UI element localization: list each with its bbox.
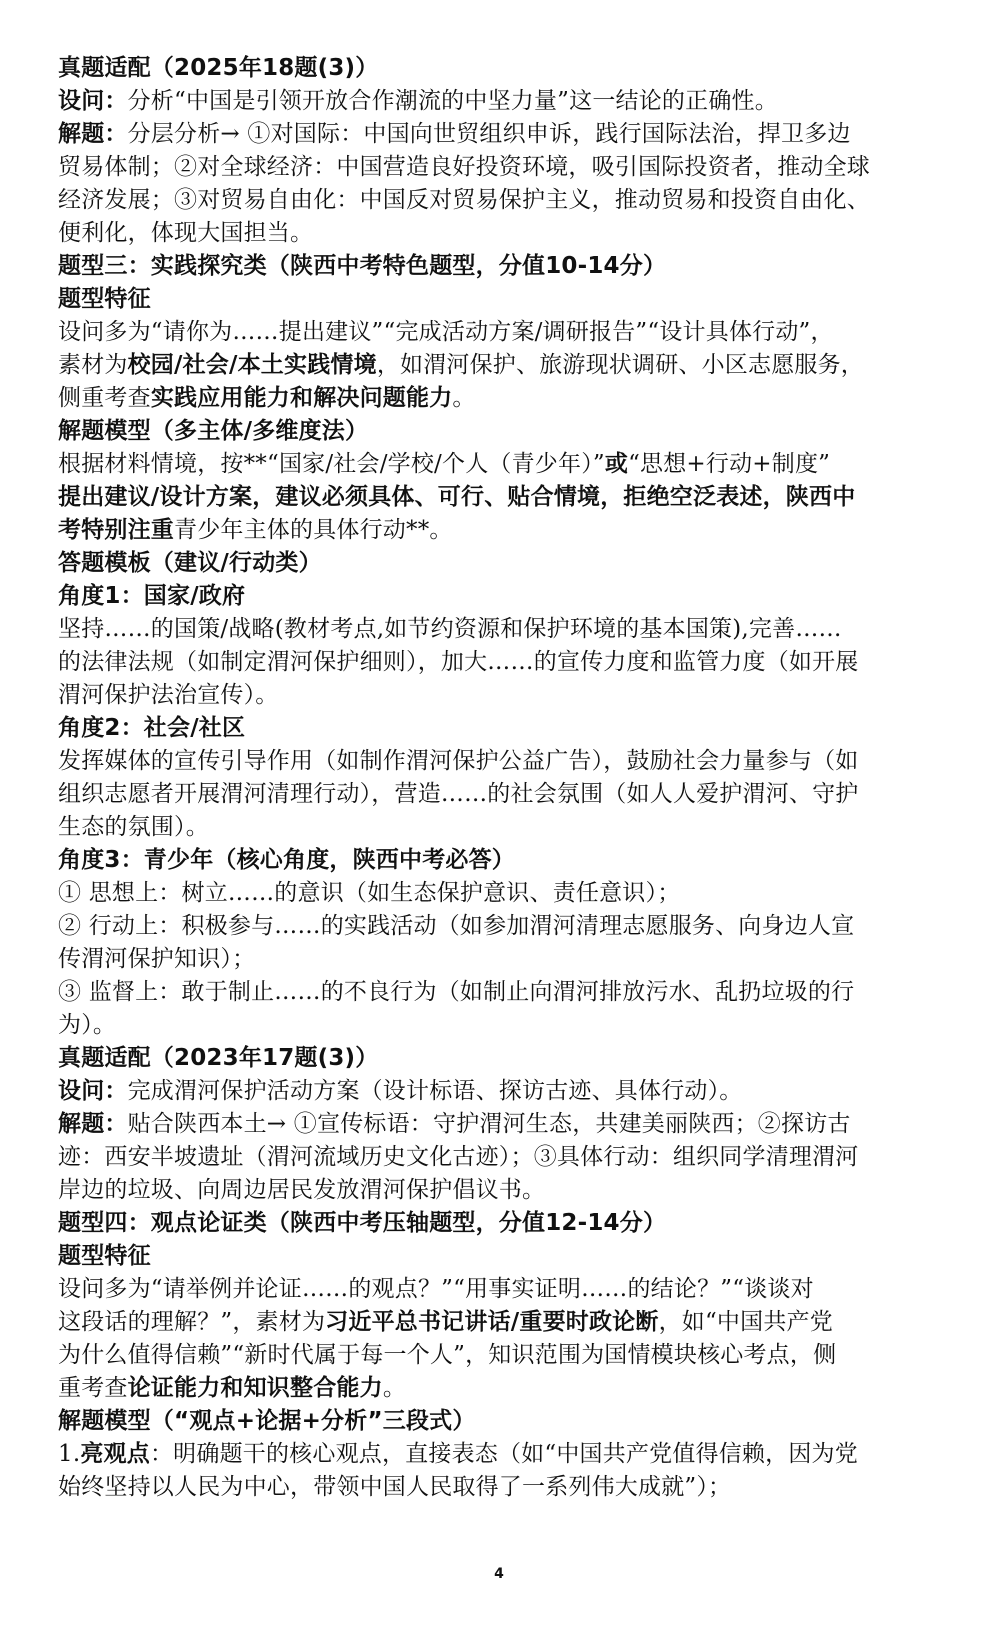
body-text: 设问多为“请举例并论证……的观点？”“用事实证明……的结论？”“谈谈对 [58, 1276, 814, 1302]
text-line [58, 613, 940, 646]
bold-text: 解题模型（“观点+论据+分析”三段式） [58, 1408, 476, 1434]
body-text: 为）。 [58, 1012, 117, 1038]
text-line [58, 151, 940, 184]
body-text: 素材为 [58, 352, 128, 378]
text-line [58, 712, 940, 745]
text-line [58, 283, 940, 316]
text-line [58, 1141, 940, 1174]
text-line [58, 52, 940, 85]
body-text: 根据材料情境，按**“国家/社会/学校/个人（青少年）” [58, 451, 605, 477]
bold-text: 解题模型（多主体/多维度法） [58, 418, 369, 444]
bold-text: 解题： [58, 121, 128, 147]
bold-text: 论证能力和知识整合能力 [127, 1375, 383, 1401]
bold-text: 角度3：青少年（核心角度，陕西中考必答） [58, 847, 516, 873]
text-line [58, 580, 940, 613]
body-text: 侧重考查 [58, 385, 151, 411]
text-line [58, 415, 940, 448]
body-text: 始终坚持以人民为中心，带领中国人民取得了一系列伟大成就”）； [58, 1474, 732, 1500]
body-text: 青少年主体的具体行动**。 [174, 517, 453, 543]
text-line [58, 1075, 940, 1108]
body-text: 组织志愿者开展渭河清理行动），营造……的社会氛围（如人人爱护渭河、守护 [58, 781, 859, 807]
bold-text: 答题模板（建议/行动类） [58, 550, 322, 576]
bold-text: 题型特征 [58, 1243, 151, 1269]
text-line [58, 1108, 940, 1141]
bold-text: 角度1：国家/政府 [58, 583, 246, 609]
body-text: 渭河保护法治宣传）。 [58, 682, 279, 708]
body-text: 1. [58, 1441, 81, 1467]
text-line [58, 1438, 940, 1471]
body-text: 设问多为“请你为……提出建议”“完成活动方案/调研报告”“设计具体行动”， [58, 319, 834, 345]
text-line [58, 1339, 940, 1372]
body-text: “思想+行动+制度” [628, 451, 831, 477]
bold-text: 题型特征 [58, 286, 151, 312]
text-line [58, 349, 940, 382]
body-text: 。 [452, 385, 476, 411]
text-line [58, 679, 940, 712]
body-text: 这段话的理解？”，素材为 [58, 1309, 326, 1335]
bold-text: 真题适配（2025年18题(3)） [58, 55, 379, 81]
text-line [58, 217, 940, 250]
text-line [58, 1042, 940, 1075]
body-text: ③ 监督上：敢于制止……的不良行为（如制止向渭河排放污水、乱扔垃圾的行 [58, 979, 855, 1005]
body-text: 贴合陕西本土→ ①宣传标语：守护渭河生态，共建美丽陕西；②探访古 [127, 1111, 851, 1137]
bold-text: 亮观点 [80, 1441, 150, 1467]
text-line [58, 646, 940, 679]
bold-text: 角度2：社会/社区 [58, 715, 246, 741]
body-text: 的法律法规（如制定渭河保护细则），加大……的宣传力度和监管力度（如开展 [58, 649, 859, 675]
text-line [58, 1471, 940, 1504]
body-text: 传渭河保护知识）； [58, 946, 256, 972]
text-line [58, 1273, 940, 1306]
text-line [58, 844, 940, 877]
bold-text: 校园/社会/本土实践情境 [127, 352, 377, 378]
bold-text: 解题： [58, 1111, 128, 1137]
body-text: 坚持……的国策/战略(教材考点,如节约资源和保护环境的基本国策),完善…… [58, 616, 842, 642]
text-line [58, 1405, 940, 1438]
text-line [58, 448, 940, 481]
bold-text: 考特别注重 [58, 517, 174, 543]
bold-text: 设问： [58, 1078, 128, 1104]
body-text: 便利化，体现大国担当。 [58, 220, 314, 246]
document-body [58, 52, 940, 1504]
text-line [58, 85, 940, 118]
text-line [58, 184, 940, 217]
body-text: 生态的氛围）。 [58, 814, 209, 840]
body-text: 完成渭河保护活动方案（设计标语、探访古迹、具体行动）。 [127, 1078, 743, 1104]
body-text: 贸易体制；②对全球经济：中国营造良好投资环境，吸引国际投资者，推动全球 [58, 154, 870, 180]
bold-text: 提出建议/设计方案，建议必须具体、可行、贴合情境，拒绝空泛表述，陕西中 [58, 484, 856, 510]
body-text: 分析“中国是引领开放合作潮流的中坚力量”这一结论的正确性。 [127, 88, 778, 114]
text-line [58, 1174, 940, 1207]
page-number: 4 [494, 1566, 504, 1582]
body-text: ② 行动上：积极参与……的实践活动（如参加渭河清理志愿服务、向身边人宣 [58, 913, 855, 939]
text-line [58, 250, 940, 283]
body-text: 为什么值得信赖”“新时代属于每一个人”，知识范围为国情模块核心考点，侧 [58, 1342, 837, 1368]
text-line [58, 943, 940, 976]
text-line [58, 316, 940, 349]
bold-text: 真题适配（2023年17题(3)） [58, 1045, 379, 1071]
text-line [58, 910, 940, 943]
body-text: 发挥媒体的宣传引导作用（如制作渭河保护公益广告），鼓励社会力量参与（如 [58, 748, 859, 774]
text-line [58, 382, 940, 415]
text-line [58, 481, 940, 514]
bold-text: 习近平总书记讲话/重要时政论断 [325, 1309, 659, 1335]
body-text: ：明确题干的核心观点，直接表态（如“中国共产党值得信赖，因为党 [149, 1441, 858, 1467]
text-line [58, 745, 940, 778]
text-line [58, 1240, 940, 1273]
body-text: ，如渭河保护、旅游现状调研、小区志愿服务， [376, 352, 865, 378]
text-line [58, 976, 940, 1009]
text-line [58, 547, 940, 580]
body-text: ，如“中国共产党 [658, 1309, 833, 1335]
text-line [58, 811, 940, 844]
bold-text: 实践应用能力和解决问题能力 [150, 385, 453, 411]
body-text: 重考查 [58, 1375, 128, 1401]
body-text: 经济发展；③对贸易自由化：中国反对贸易保护主义，推动贸易和投资自由化、 [58, 187, 870, 213]
bold-text: 题型四：观点论证类（陕西中考压轴题型，分值12-14分） [58, 1210, 667, 1236]
body-text: ① 思想上：树立……的意识（如生态保护意识、责任意识）； [58, 880, 681, 906]
text-line [58, 1372, 940, 1405]
bold-text: 或 [604, 451, 629, 477]
text-line [58, 514, 940, 547]
text-line [58, 118, 940, 151]
bold-text: 题型三：实践探究类（陕西中考特色题型，分值10-14分） [58, 253, 667, 279]
text-line [58, 1306, 940, 1339]
text-line [58, 877, 940, 910]
body-text: 分层分析→ ①对国际：中国向世贸组织申诉，践行国际法治，捍卫多边 [127, 121, 851, 147]
text-line [58, 1009, 940, 1042]
text-line [58, 1207, 940, 1240]
body-text: 。 [382, 1375, 407, 1401]
body-text: 迹：西安半坡遗址（渭河流域历史文化古迹）；③具体行动：组织同学清理渭河 [58, 1144, 859, 1170]
body-text: 岸边的垃圾、向周边居民发放渭河保护倡议书。 [58, 1177, 546, 1203]
bold-text: 设问： [58, 88, 128, 114]
text-line [58, 778, 940, 811]
